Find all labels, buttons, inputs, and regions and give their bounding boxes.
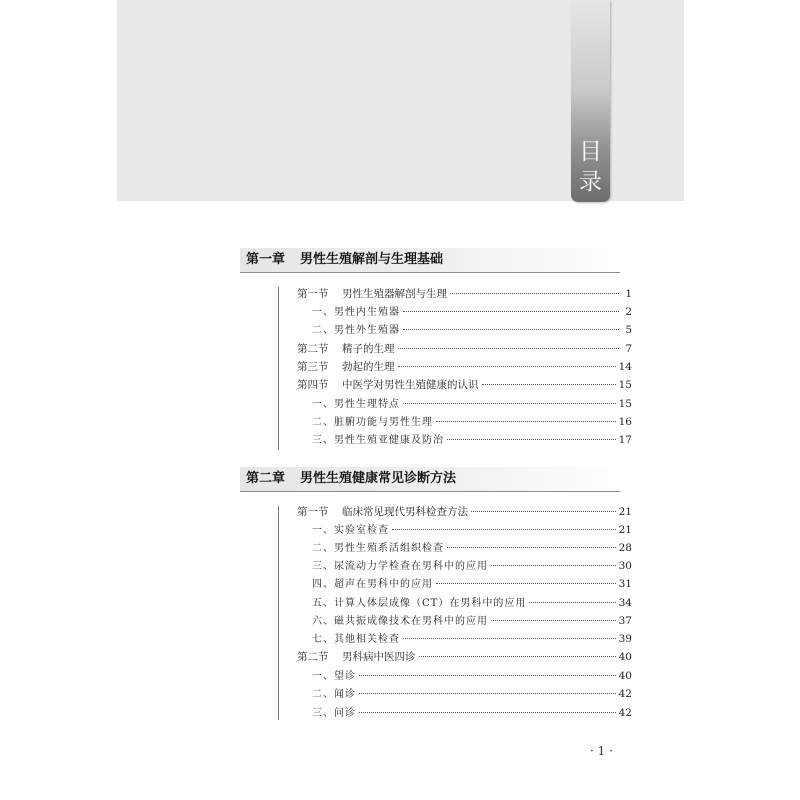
item-number: 七、 xyxy=(312,634,334,645)
page-ref: 21 xyxy=(618,524,632,536)
page-ref: 40 xyxy=(618,670,632,682)
toc-entry[interactable] xyxy=(312,667,632,685)
dot-leader xyxy=(403,403,616,404)
page-ref: 31 xyxy=(618,578,632,590)
entry-title: 中医学对男性生殖健康的认识 xyxy=(342,379,479,391)
entry-title: 男性生殖亚健康及防治 xyxy=(334,435,444,446)
toc-chapter-2-rule xyxy=(278,506,279,720)
page-ref: 2 xyxy=(625,306,632,318)
toc-entry[interactable] xyxy=(297,340,632,358)
page-ref: 39 xyxy=(618,633,632,645)
entry-title: 男科病中医四诊 xyxy=(342,651,416,663)
chapter-title: 男性生殖健康常见诊断方法 xyxy=(300,471,457,486)
item-number: 四、 xyxy=(312,579,334,590)
item-number: 二、 xyxy=(312,417,334,428)
item-number: 一、 xyxy=(312,307,334,318)
toc-entry[interactable] xyxy=(297,285,632,303)
dot-leader xyxy=(398,348,620,349)
entry-title: 精子的生理 xyxy=(342,343,395,355)
page-ref: 28 xyxy=(618,542,632,554)
section-number: 第二节 xyxy=(297,343,329,355)
entry-title: 望诊 xyxy=(334,671,356,682)
entry-title: 男性生殖系活组织检查 xyxy=(334,543,444,554)
section-number: 第二节 xyxy=(297,651,329,663)
chapter-number: 第一章 xyxy=(246,252,286,267)
section-number: 第一节 xyxy=(297,288,329,300)
chapter-heading[interactable] xyxy=(240,467,620,492)
entry-title: 其他相关检查 xyxy=(334,634,400,645)
dot-leader xyxy=(471,511,616,512)
entry-title: 勃起的生理 xyxy=(342,361,395,373)
page-ref: 42 xyxy=(618,688,632,700)
toc-entry[interactable] xyxy=(297,648,632,666)
toc-entry[interactable] xyxy=(297,376,632,394)
item-number: 五、 xyxy=(312,598,334,609)
page-ref: 1 xyxy=(625,288,632,300)
toc-entry[interactable] xyxy=(312,685,632,703)
dot-leader xyxy=(482,384,616,385)
toc-entry[interactable] xyxy=(312,575,632,593)
toc-title: 目录 xyxy=(579,139,602,195)
dot-leader xyxy=(359,693,616,694)
entry-title: 脏腑功能与男性生理 xyxy=(334,417,433,428)
page-ref: 15 xyxy=(618,398,632,410)
toc-chapter-1-rule xyxy=(278,287,279,450)
dot-leader xyxy=(403,329,619,330)
page-ref: 37 xyxy=(618,615,632,627)
dot-leader xyxy=(450,293,619,294)
page-ref: 21 xyxy=(618,506,632,518)
dot-leader xyxy=(403,638,616,639)
page-ref: 34 xyxy=(618,597,632,609)
page-number: · 1 · xyxy=(590,744,613,758)
dot-leader xyxy=(419,656,616,657)
entry-title: 男性内生殖器 xyxy=(334,307,400,318)
dot-leader xyxy=(359,675,616,676)
item-number: 二、 xyxy=(312,325,334,336)
entry-title: 闻诊 xyxy=(334,689,356,700)
item-number: 一、 xyxy=(312,671,334,682)
dot-leader xyxy=(447,547,616,548)
section-number: 第四节 xyxy=(297,379,329,391)
dot-leader xyxy=(529,602,615,603)
dot-leader xyxy=(403,311,619,312)
item-number: 二、 xyxy=(312,689,334,700)
page-ref: 5 xyxy=(625,324,632,336)
dot-leader xyxy=(392,529,616,530)
title-tab xyxy=(571,0,610,202)
page-ref: 16 xyxy=(618,416,632,428)
item-number: 三、 xyxy=(312,561,334,572)
toc-entry[interactable] xyxy=(312,630,632,648)
chapter-number: 第二章 xyxy=(246,471,286,486)
chapter-heading[interactable] xyxy=(240,248,620,273)
entry-title: 尿流动力学检查在男科中的应用 xyxy=(334,561,488,572)
dot-leader xyxy=(359,712,616,713)
chapter-title: 男性生殖解剖与生理基础 xyxy=(300,252,444,267)
entry-title: 磁共振成像技术在男科中的应用 xyxy=(334,616,488,627)
dot-leader xyxy=(491,565,616,566)
toc-entry[interactable] xyxy=(312,321,632,339)
page-ref: 7 xyxy=(625,343,632,355)
toc-entry[interactable] xyxy=(297,358,632,376)
entry-title: 实验室检查 xyxy=(334,525,389,536)
dot-leader xyxy=(447,439,616,440)
item-number: 六、 xyxy=(312,616,334,627)
item-number: 一、 xyxy=(312,399,334,410)
dot-leader xyxy=(436,583,616,584)
item-number: 一、 xyxy=(312,525,334,536)
dot-leader xyxy=(436,421,616,422)
toc-entry[interactable] xyxy=(312,612,632,630)
dot-leader xyxy=(398,366,616,367)
entry-title: 临床常见现代男科检查方法 xyxy=(342,506,468,518)
entry-title: 计算人体层成像（CT）在男科中的应用 xyxy=(334,598,527,609)
toc-entry[interactable] xyxy=(312,413,632,431)
toc-entry[interactable] xyxy=(312,303,632,321)
item-number: 三、 xyxy=(312,708,334,719)
toc-entry[interactable] xyxy=(312,594,632,612)
section-number: 第一节 xyxy=(297,506,329,518)
section-number: 第三节 xyxy=(297,361,329,373)
page-ref: 42 xyxy=(618,707,632,719)
page-ref: 40 xyxy=(618,651,632,663)
page-ref: 15 xyxy=(618,379,632,391)
entry-title: 男性生殖器解剖与生理 xyxy=(342,288,447,300)
toc-entry[interactable] xyxy=(312,395,632,413)
item-number: 二、 xyxy=(312,543,334,554)
entry-title: 超声在男科中的应用 xyxy=(334,579,433,590)
page-ref: 14 xyxy=(618,361,632,373)
page-ref: 30 xyxy=(618,560,632,572)
toc-entry[interactable] xyxy=(312,539,632,557)
entry-title: 问诊 xyxy=(334,708,356,719)
toc-entry[interactable] xyxy=(297,503,632,521)
item-number: 三、 xyxy=(312,435,334,446)
entry-title: 男性生理特点 xyxy=(334,399,400,410)
toc-entry[interactable] xyxy=(312,431,632,449)
toc-entry[interactable] xyxy=(312,557,632,575)
toc-entry[interactable] xyxy=(312,704,632,722)
toc-entry[interactable] xyxy=(312,521,632,539)
page-ref: 17 xyxy=(618,434,632,446)
dot-leader xyxy=(491,620,616,621)
entry-title: 男性外生殖器 xyxy=(334,325,400,336)
